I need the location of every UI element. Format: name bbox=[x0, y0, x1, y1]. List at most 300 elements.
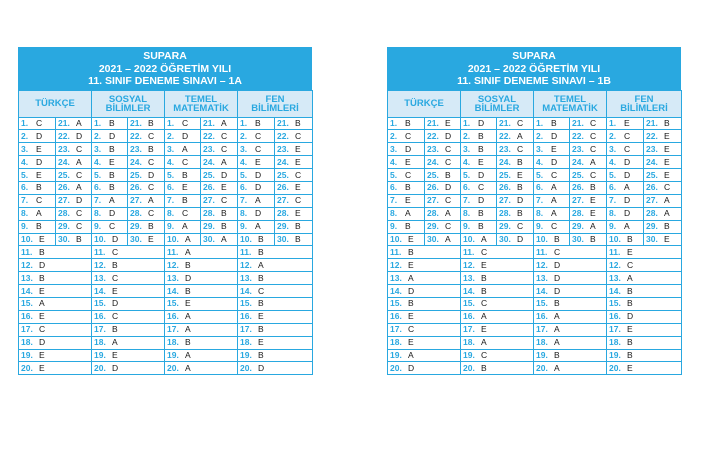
answer-letter: C bbox=[76, 143, 83, 154]
answer-letter: A bbox=[481, 233, 487, 244]
question-number: 16. bbox=[94, 311, 106, 322]
question-number: 9. bbox=[536, 221, 544, 232]
answer-letter: C bbox=[221, 130, 228, 141]
question-number: 8. bbox=[21, 208, 29, 219]
answer-cell bbox=[56, 233, 92, 246]
answer-row bbox=[19, 130, 313, 143]
answer-letter: D bbox=[478, 117, 485, 128]
answer-letter: D bbox=[109, 208, 116, 219]
answer-letter: B bbox=[627, 285, 633, 296]
question-number: 19. bbox=[536, 349, 548, 360]
question-number: 7. bbox=[21, 195, 29, 206]
question-number: 14. bbox=[463, 285, 475, 296]
answer-cell bbox=[56, 156, 92, 169]
question-number: 17. bbox=[536, 324, 548, 335]
answer-cell bbox=[56, 130, 92, 143]
question-number: 15. bbox=[21, 298, 33, 309]
answer-cell bbox=[165, 297, 238, 310]
question-number: 8. bbox=[167, 208, 175, 219]
question-number: 25. bbox=[277, 169, 289, 180]
answer-letter: B bbox=[258, 272, 264, 283]
answer-row bbox=[19, 143, 313, 156]
answer-cell bbox=[534, 220, 570, 233]
answer-letter: D bbox=[258, 362, 265, 373]
answer-letter: E bbox=[39, 233, 45, 244]
answer-letter: C bbox=[109, 221, 116, 232]
question-number: 25. bbox=[499, 169, 511, 180]
answer-cell bbox=[128, 181, 165, 194]
answer-letter: B bbox=[554, 233, 560, 244]
question-number: 7. bbox=[390, 195, 398, 206]
question-number: 16. bbox=[609, 311, 621, 322]
answer-cell bbox=[388, 207, 425, 220]
answer-letter: E bbox=[148, 233, 154, 244]
question-number: 9. bbox=[390, 221, 398, 232]
answer-letter: B bbox=[185, 337, 191, 348]
question-number: 12. bbox=[240, 259, 252, 270]
answer-cell bbox=[388, 181, 425, 194]
answer-cell bbox=[92, 259, 165, 272]
answer-cell bbox=[388, 130, 425, 143]
answer-cell bbox=[92, 194, 128, 207]
answer-letter: A bbox=[554, 337, 560, 348]
answer-row bbox=[19, 246, 313, 259]
answer-cell bbox=[92, 130, 128, 143]
answer-letter: B bbox=[36, 221, 42, 232]
question-number: 27. bbox=[130, 195, 142, 206]
question-number: 3. bbox=[609, 143, 617, 154]
question-number: 25. bbox=[58, 169, 70, 180]
question-number: 7. bbox=[240, 195, 248, 206]
question-number: 19. bbox=[609, 349, 621, 360]
answer-letter: B bbox=[478, 143, 484, 154]
answer-letter: D bbox=[624, 195, 631, 206]
question-number: 11. bbox=[94, 246, 106, 257]
question-number: 24. bbox=[427, 156, 439, 167]
answer-letter: C bbox=[481, 349, 488, 360]
answer-letter: C bbox=[405, 130, 412, 141]
answer-cell bbox=[388, 156, 425, 169]
answer-cell bbox=[19, 259, 92, 272]
question-number: 11. bbox=[167, 246, 179, 257]
answer-cell bbox=[92, 285, 165, 298]
answer-letter: B bbox=[258, 233, 264, 244]
question-number: 21. bbox=[646, 117, 658, 128]
answer-cell bbox=[128, 207, 165, 220]
question-number: 13. bbox=[167, 272, 179, 283]
answer-letter: B bbox=[445, 169, 451, 180]
answer-cell bbox=[607, 336, 682, 349]
question-number: 19. bbox=[21, 349, 33, 360]
answer-letter: A bbox=[664, 208, 670, 219]
question-number: 30. bbox=[130, 233, 142, 244]
answer-letter: E bbox=[664, 233, 670, 244]
answer-cell bbox=[644, 181, 682, 194]
question-number: 8. bbox=[536, 208, 544, 219]
question-number: 23. bbox=[130, 143, 142, 154]
answer-letter: E bbox=[481, 259, 487, 270]
answer-letter: B bbox=[185, 285, 191, 296]
answer-letter: C bbox=[76, 208, 83, 219]
subject-header-temel-matematik: TEMEL MATEMATİK bbox=[534, 90, 607, 117]
question-number: 22. bbox=[499, 130, 511, 141]
answer-cell bbox=[534, 349, 607, 362]
question-number: 13. bbox=[94, 272, 106, 283]
answer-cell bbox=[644, 117, 682, 130]
question-number: 29. bbox=[499, 221, 511, 232]
question-number: 20. bbox=[390, 362, 402, 373]
answer-letter: B bbox=[481, 285, 487, 296]
question-number: 16. bbox=[167, 311, 179, 322]
answer-cell bbox=[165, 336, 238, 349]
question-number: 22. bbox=[427, 130, 439, 141]
question-number: 13. bbox=[536, 272, 548, 283]
question-number: 30. bbox=[203, 233, 215, 244]
question-number: 28. bbox=[203, 208, 215, 219]
answer-letter: C bbox=[255, 130, 262, 141]
answer-cell bbox=[497, 207, 534, 220]
question-number: 2. bbox=[609, 130, 617, 141]
answer-letter: D bbox=[445, 182, 452, 193]
answer-cell bbox=[461, 310, 534, 323]
answer-letter: E bbox=[664, 156, 670, 167]
answer-letter: C bbox=[295, 169, 302, 180]
question-number: 16. bbox=[21, 311, 33, 322]
answer-cell bbox=[238, 285, 313, 298]
answer-cell bbox=[388, 143, 425, 156]
answer-letter: A bbox=[624, 182, 630, 193]
answer-cell bbox=[461, 220, 497, 233]
question-number: 23. bbox=[277, 143, 289, 154]
answer-cell bbox=[19, 181, 56, 194]
question-number: 2. bbox=[240, 130, 248, 141]
answer-letter: E bbox=[624, 117, 630, 128]
answer-letter: E bbox=[590, 195, 596, 206]
answer-letter: B bbox=[185, 259, 191, 270]
answer-cell bbox=[201, 143, 238, 156]
answer-cell bbox=[534, 336, 607, 349]
answer-cell bbox=[238, 220, 275, 233]
answer-letter: C bbox=[148, 208, 155, 219]
question-number: 3. bbox=[167, 143, 175, 154]
question-number: 10. bbox=[463, 233, 475, 244]
answer-letter: A bbox=[408, 349, 414, 360]
answer-cell bbox=[275, 233, 313, 246]
answer-letter: E bbox=[445, 117, 451, 128]
answer-cell bbox=[534, 272, 607, 285]
question-number: 27. bbox=[499, 195, 511, 206]
question-number: 7. bbox=[536, 195, 544, 206]
answer-cell bbox=[497, 233, 534, 246]
school-year: 2021 – 2022 ÖĞRETİM YILI bbox=[467, 62, 601, 75]
answer-letter: C bbox=[517, 221, 524, 232]
answer-cell bbox=[201, 207, 238, 220]
question-number: 1. bbox=[240, 117, 248, 128]
answer-row bbox=[388, 169, 682, 182]
answer-letter: B bbox=[295, 117, 301, 128]
answer-cell bbox=[56, 117, 92, 130]
answer-cell bbox=[238, 194, 275, 207]
answer-letter: D bbox=[112, 298, 119, 309]
answer-letter: B bbox=[182, 195, 188, 206]
subject-header-fen: FEN BİLİMLERİ bbox=[607, 90, 682, 117]
answer-cell bbox=[497, 117, 534, 130]
answer-cell bbox=[238, 259, 313, 272]
answer-letter: B bbox=[295, 233, 301, 244]
answer-letter: C bbox=[39, 324, 46, 335]
answer-cell bbox=[56, 220, 92, 233]
question-number: 4. bbox=[609, 156, 617, 167]
answer-letter: A bbox=[185, 311, 191, 322]
question-number: 8. bbox=[390, 208, 398, 219]
answer-cell bbox=[238, 181, 275, 194]
answer-letter: E bbox=[112, 285, 118, 296]
question-number: 18. bbox=[240, 337, 252, 348]
question-number: 2. bbox=[21, 130, 29, 141]
answer-cell bbox=[238, 169, 275, 182]
question-number: 1. bbox=[463, 117, 471, 128]
answer-cell bbox=[570, 143, 607, 156]
question-number: 29. bbox=[572, 221, 584, 232]
question-number: 28. bbox=[499, 208, 511, 219]
question-number: 13. bbox=[463, 272, 475, 283]
answer-cell bbox=[165, 169, 201, 182]
question-number: 30. bbox=[646, 233, 658, 244]
answer-letter: B bbox=[148, 221, 154, 232]
answer-letter: E bbox=[408, 311, 414, 322]
answer-letter: E bbox=[551, 143, 557, 154]
answer-row bbox=[388, 349, 682, 362]
answer-cell bbox=[56, 143, 92, 156]
answer-cell bbox=[238, 130, 275, 143]
answer-letter: C bbox=[112, 311, 119, 322]
answer-cell bbox=[607, 143, 644, 156]
answer-cell bbox=[275, 181, 313, 194]
question-number: 28. bbox=[427, 208, 439, 219]
question-number: 27. bbox=[203, 195, 215, 206]
answer-letter: E bbox=[405, 156, 411, 167]
answer-letter: C bbox=[445, 143, 452, 154]
answer-cell bbox=[534, 285, 607, 298]
answer-cell bbox=[644, 233, 682, 246]
question-number: 22. bbox=[572, 130, 584, 141]
answer-letter: E bbox=[258, 311, 264, 322]
answer-letter: A bbox=[445, 208, 451, 219]
question-number: 29. bbox=[203, 221, 215, 232]
answer-letter: C bbox=[182, 156, 189, 167]
answer-row bbox=[388, 233, 682, 246]
answer-letter: B bbox=[627, 337, 633, 348]
answer-letter: E bbox=[295, 182, 301, 193]
answer-letter: C bbox=[405, 169, 412, 180]
answer-cell bbox=[92, 246, 165, 259]
answer-cell bbox=[19, 349, 92, 362]
answer-cell bbox=[56, 194, 92, 207]
answer-row bbox=[388, 272, 682, 285]
answer-row bbox=[388, 220, 682, 233]
answer-cell bbox=[275, 169, 313, 182]
answer-letter: C bbox=[76, 221, 83, 232]
answer-letter: B bbox=[109, 182, 115, 193]
answer-cell bbox=[238, 246, 313, 259]
answer-cell bbox=[461, 285, 534, 298]
question-number: 5. bbox=[167, 169, 175, 180]
answer-key-1b bbox=[387, 47, 681, 375]
question-number: 4. bbox=[536, 156, 544, 167]
answer-cell bbox=[497, 181, 534, 194]
answer-letter: C bbox=[517, 117, 524, 128]
question-number: 26. bbox=[130, 182, 142, 193]
answer-cell bbox=[644, 156, 682, 169]
question-number: 10. bbox=[240, 233, 252, 244]
question-number: 7. bbox=[609, 195, 617, 206]
answer-letter: B bbox=[109, 169, 115, 180]
question-number: 12. bbox=[536, 259, 548, 270]
question-number: 21. bbox=[203, 117, 215, 128]
question-number: 18. bbox=[609, 337, 621, 348]
question-number: 26. bbox=[203, 182, 215, 193]
answer-cell bbox=[388, 272, 461, 285]
answer-letter: D bbox=[39, 259, 46, 270]
answer-cell bbox=[19, 272, 92, 285]
answer-letter: B bbox=[36, 182, 42, 193]
answer-letter: D bbox=[109, 130, 116, 141]
question-number: 17. bbox=[240, 324, 252, 335]
question-number: 26. bbox=[572, 182, 584, 193]
answer-letter: E bbox=[39, 285, 45, 296]
answer-letter: E bbox=[36, 169, 42, 180]
question-number: 22. bbox=[277, 130, 289, 141]
answer-cell bbox=[19, 310, 92, 323]
answer-letter: D bbox=[627, 311, 634, 322]
answer-letter: C bbox=[590, 130, 597, 141]
answer-letter: B bbox=[258, 246, 264, 257]
answer-cell bbox=[425, 207, 461, 220]
answer-letter: C bbox=[481, 298, 488, 309]
answer-letter: C bbox=[148, 156, 155, 167]
answer-cell bbox=[165, 233, 201, 246]
answer-cell bbox=[92, 220, 128, 233]
subject-header-turkce: TÜRKÇE bbox=[388, 90, 461, 117]
answer-letter: D bbox=[408, 362, 415, 373]
question-number: 23. bbox=[499, 143, 511, 154]
answer-letter: A bbox=[258, 259, 264, 270]
answer-letter: B bbox=[148, 143, 154, 154]
question-number: 3. bbox=[240, 143, 248, 154]
question-number: 12. bbox=[21, 259, 33, 270]
answer-letter: D bbox=[255, 169, 262, 180]
question-number: 18. bbox=[536, 337, 548, 348]
answer-cell bbox=[534, 207, 570, 220]
answer-row bbox=[19, 220, 313, 233]
answer-cell bbox=[425, 220, 461, 233]
answer-cell bbox=[534, 246, 607, 259]
answer-letter: E bbox=[295, 208, 301, 219]
question-number: 21. bbox=[572, 117, 584, 128]
question-number: 23. bbox=[572, 143, 584, 154]
answer-row bbox=[19, 310, 313, 323]
answer-letter: B bbox=[627, 349, 633, 360]
question-number: 29. bbox=[130, 221, 142, 232]
answer-letter: E bbox=[478, 156, 484, 167]
question-number: 1. bbox=[536, 117, 544, 128]
answer-letter: E bbox=[627, 246, 633, 257]
answer-letter: D bbox=[517, 195, 524, 206]
question-number: 20. bbox=[167, 362, 179, 373]
answer-cell bbox=[128, 143, 165, 156]
question-number: 21. bbox=[499, 117, 511, 128]
answer-cell bbox=[461, 143, 497, 156]
answer-letter: A bbox=[76, 156, 82, 167]
answer-cell bbox=[128, 130, 165, 143]
question-number: 11. bbox=[536, 246, 548, 257]
question-number: 26. bbox=[427, 182, 439, 193]
question-number: 22. bbox=[130, 130, 142, 141]
answer-row bbox=[19, 272, 313, 285]
question-number: 12. bbox=[390, 259, 402, 270]
answer-cell bbox=[607, 194, 644, 207]
answer-cell bbox=[534, 181, 570, 194]
question-number: 14. bbox=[390, 285, 402, 296]
answer-cell bbox=[607, 233, 644, 246]
answer-letter: C bbox=[590, 143, 597, 154]
answer-letter: D bbox=[624, 169, 631, 180]
question-number: 10. bbox=[536, 233, 548, 244]
question-number: 12. bbox=[463, 259, 475, 270]
question-number: 27. bbox=[572, 195, 584, 206]
answer-letter: D bbox=[405, 143, 412, 154]
answer-letter: C bbox=[36, 195, 43, 206]
answer-letter: B bbox=[590, 233, 596, 244]
answer-cell bbox=[238, 207, 275, 220]
answer-letter: A bbox=[624, 221, 630, 232]
answer-letter: A bbox=[182, 143, 188, 154]
answer-cell bbox=[56, 169, 92, 182]
answer-letter: D bbox=[624, 156, 631, 167]
subject-header-temel-matematik: TEMEL MATEMATİK bbox=[165, 90, 238, 117]
answer-cell bbox=[275, 207, 313, 220]
question-number: 27. bbox=[58, 195, 70, 206]
answer-letter: E bbox=[664, 143, 670, 154]
question-number: 3. bbox=[536, 143, 544, 154]
question-number: 24. bbox=[646, 156, 658, 167]
question-number: 29. bbox=[58, 221, 70, 232]
subject-header-sosyal: SOSYAL BİLİMLER bbox=[92, 90, 165, 117]
question-number: 10. bbox=[94, 233, 106, 244]
answer-cell bbox=[92, 310, 165, 323]
answer-letter: C bbox=[258, 285, 265, 296]
answer-cell bbox=[388, 194, 425, 207]
question-number: 13. bbox=[240, 272, 252, 283]
question-number: 28. bbox=[646, 208, 658, 219]
question-number: 6. bbox=[536, 182, 544, 193]
answer-letter: B bbox=[221, 208, 227, 219]
answer-cell bbox=[56, 207, 92, 220]
question-number: 22. bbox=[58, 130, 70, 141]
answer-letter: B bbox=[517, 208, 523, 219]
answer-letter: D bbox=[517, 233, 524, 244]
question-number: 25. bbox=[646, 169, 658, 180]
answer-letter: B bbox=[295, 221, 301, 232]
answer-cell bbox=[19, 117, 56, 130]
answer-letter: C bbox=[221, 143, 228, 154]
question-number: 2. bbox=[167, 130, 175, 141]
school-year: 2021 – 2022 ÖĞRETİM YILI bbox=[98, 62, 232, 75]
answer-letter: A bbox=[112, 337, 118, 348]
answer-cell bbox=[19, 233, 56, 246]
question-number: 7. bbox=[463, 195, 471, 206]
answer-cell bbox=[238, 349, 313, 362]
